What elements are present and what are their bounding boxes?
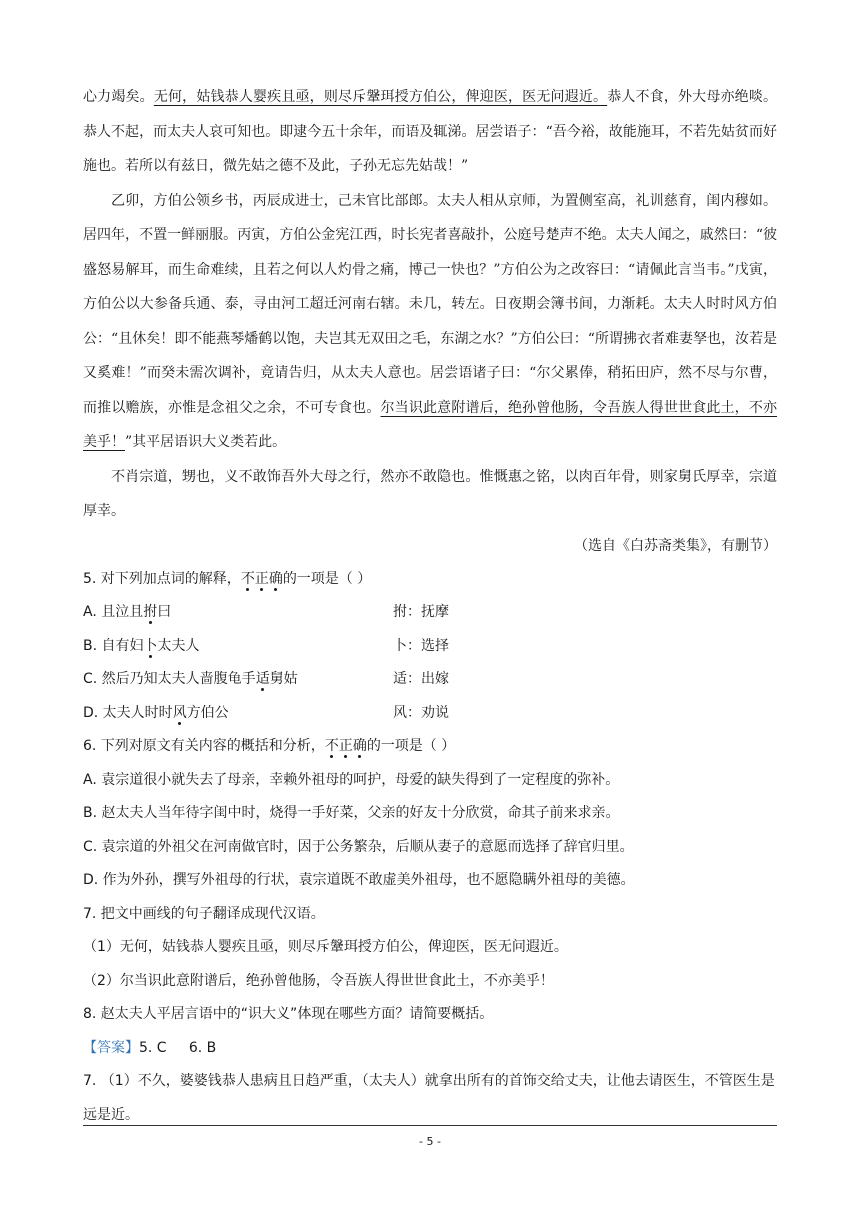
- option-text: B. 自有妇: [83, 637, 144, 654]
- passage-text: 恭人不食，外大母亦绝啖。恭人不起，而太夫人哀可知也。即逮今五十余年，而语及辄涕。居尝语子：“吾今裕，故能施耳，不若先姑贫而好施也。若所以有兹日，微先姑之德不及此，子孙无忘先姑哉！”: [83, 89, 778, 174]
- option-text: 曰: [157, 604, 172, 620]
- question-8-stem: 8. 赵太夫人平居言语中的“识大义”体现在哪些方面？请简要概括。: [83, 1006, 494, 1022]
- answer-line: [83, 1032, 777, 1066]
- question-text: 的一项是（ ）: [366, 738, 456, 754]
- emphasis-dot-char: 确: [352, 738, 367, 754]
- underlined-sentence-2: 尔当识此意附谱后，绝孙曾他肠，令吾族人得世世食此土，不亦美乎！: [83, 399, 777, 450]
- emphasis-dot-char: 拊: [143, 604, 158, 620]
- emphasis-dot-char: 适: [255, 671, 270, 687]
- answer-6: 6. B: [188, 1039, 217, 1056]
- option-phrase: [83, 663, 393, 697]
- source-citation: （选自《白苏斋类集》，有删节）: [574, 537, 777, 554]
- option-phrase: [83, 596, 393, 630]
- question-5-option-a: [83, 596, 777, 630]
- passage-text: 乙卯，方伯公领乡书，丙辰成进士，己未官比部郎。太夫人相从京师，为置侧室高，礼训慈育，闺内穆如。居四年，不置一鲜丽服。丙寅，方伯公金宪江西，时长宪者喜敲扑，公庭号楚声不绝。太夫人闻之，戚然曰：“彼盛怒易解耳，而生命难续，且若之何以人灼骨之痛，博己一快也？”方伯公为之改容曰：“请佩此言当韦。”戊寅，方伯公以大参备兵通、泰，寻由河工超迁河南右辖。未几，转左。日夜期会簿书间，力渐耗。太夫人时时风方伯公：“且休矣！即不能燕琴燔鹤以饱，夫岂其无双田之毛，东湖之水？”方伯公曰：“所谓拂衣者难妻孥也，汝若是又奚难！”而癸未需次调补，竟请告归，从太夫人意也。居尝语诸子曰：“尔父累俸，稍拓田庐，然不尽与尔曹，而推以赡族，亦惟是念祖父之余，不可专食也。: [83, 192, 777, 416]
- footer-divider: [83, 1125, 777, 1126]
- question-text: 6. 下列对原文有关内容的概括和分析，: [83, 738, 325, 754]
- option-text: C. 然后乃知太夫人啬腹龟手: [83, 671, 256, 687]
- option-phrase: [83, 697, 393, 731]
- emphasis-dot-char: 卜: [143, 637, 158, 654]
- emphasis-dot-char: 正: [254, 570, 269, 587]
- option-gloss: 卜：选择: [393, 637, 449, 654]
- option-text: 方伯公: [186, 704, 229, 721]
- question-6-option-a: A. 袁宗道很小就失去了母亲，幸赖外祖母的呵护，母爱的缺失得到了一定程度的弥补。: [83, 771, 620, 788]
- emphasis-dot-char: 不: [324, 738, 339, 754]
- passage-text: ”其平居语识大义类若此。: [125, 434, 287, 450]
- option-text: D. 太夫人时时: [83, 704, 173, 721]
- passage-paragraph-3: 不肖宗道，甥也，义不敢饰吾外大母之行，然亦不敢隐也。惟慨惠之铭，以肉百年骨，则家舅氏厚幸，宗道厚幸。: [83, 468, 777, 519]
- option-gloss: 拊：抚摩: [393, 604, 449, 620]
- question-6-option-c: C. 袁宗道的外祖父在河南做官时，因于公务繁杂，后顺从妻子的意愿而选择了辞官归里。: [83, 838, 634, 855]
- answer-7-text: 7. （1）不久，婆婆钱恭人患病且日趋严重，（太夫人）就拿出所有的首饰交给丈夫，让他去请医生，不管医生是远是近。: [83, 1073, 775, 1123]
- question-6-option-d: D. 作为外孙，撰写外祖母的行状，袁宗道既不敢虚美外祖母，也不愿隐瞒外祖母的美德。: [83, 872, 635, 888]
- question-5-option-c: [83, 663, 777, 697]
- answer-tag: 【答案】: [83, 1039, 139, 1056]
- option-phrase: [83, 630, 393, 664]
- question-text: 的一项是（ ）: [282, 570, 372, 587]
- option-text: A. 且泣且: [83, 604, 144, 620]
- question-7-sentence-2: （2）尔当识此意附谱后，绝孙曾他肠，令吾族人得世世食此土，不亦美乎！: [83, 972, 554, 989]
- underlined-sentence-1: 无何，姑钱恭人婴疾且亟，则尽斥鞶珥授方伯公，俾迎医，医无问遐近。: [153, 89, 608, 105]
- question-7-stem: 7. 把文中画线的句子翻译成现代汉语。: [83, 905, 325, 922]
- emphasis-dot-char: 正: [338, 738, 353, 754]
- document-body: [83, 80, 777, 1132]
- option-text: 太夫人: [157, 637, 200, 654]
- passage-paragraph-1: [83, 80, 777, 184]
- passage-paragraph-2: [83, 184, 777, 460]
- passage-text: 心力竭矣。: [83, 89, 154, 105]
- option-text: 舅姑: [269, 671, 298, 687]
- page-number: - 5 -: [419, 1135, 441, 1148]
- option-gloss: 适：出嫁: [393, 671, 449, 687]
- question-5-option-d: [83, 697, 777, 731]
- emphasis-dot-char: 不: [240, 570, 255, 587]
- emphasis-dot-char: 风: [172, 704, 187, 721]
- emphasis-dot-char: 确: [268, 570, 283, 587]
- answer-5: 5. C: [139, 1039, 167, 1056]
- question-text: 5. 对下列加点词的解释，: [83, 570, 241, 587]
- question-6-option-b: B. 赵太夫人当年待字闺中时，烧得一手好菜，父亲的好友十分欣赏，命其子前来求亲。: [83, 805, 620, 821]
- question-5-option-b: [83, 630, 777, 664]
- question-5-stem: [83, 563, 777, 597]
- question-6-stem: [83, 730, 777, 764]
- question-7-sentence-1: （1）无何，姑钱恭人婴疾且亟，则尽斥鞶珥授方伯公，俾迎医，医无问遐近。: [83, 939, 568, 955]
- option-gloss: 风：劝说: [393, 704, 449, 721]
